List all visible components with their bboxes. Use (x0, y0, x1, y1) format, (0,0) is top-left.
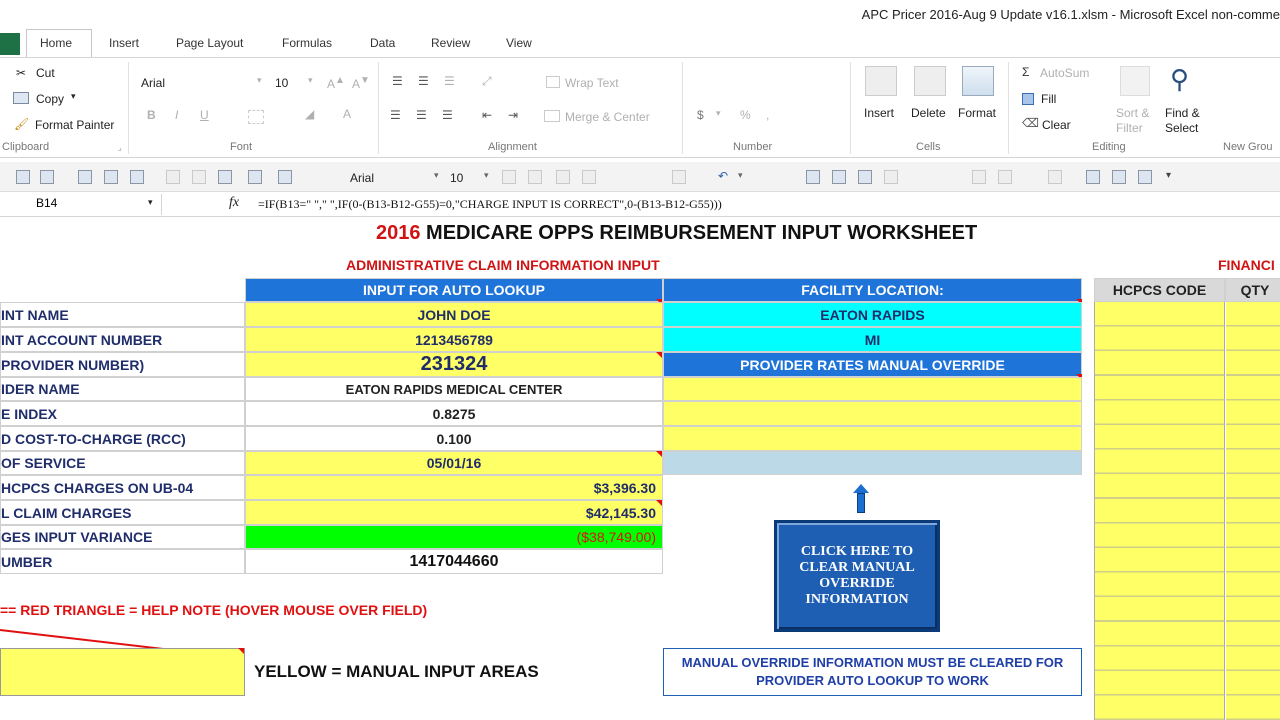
qat-align-left-icon[interactable] (806, 170, 820, 184)
help-note-triangle[interactable] (656, 500, 662, 506)
group-separator (850, 62, 851, 154)
clear-button[interactable]: Clear (1042, 118, 1071, 132)
number-group-label: Number (733, 141, 773, 153)
row-label-text: L CLAIM CHARGES (1, 504, 132, 521)
clipboard-group-label: Clipboard (2, 141, 50, 153)
hcpcs-code-header-text: HCPCS CODE (1112, 282, 1207, 298)
page-setup-icon[interactable] (104, 170, 118, 184)
qat-size-dropdown-icon[interactable]: ▾ (484, 170, 489, 180)
merge-center-icon (544, 110, 560, 122)
qat-font-select[interactable]: Arial (350, 171, 375, 185)
title-bar (0, 0, 1280, 30)
currency-dropdown-icon[interactable]: ▾ (716, 108, 721, 118)
date-of-service-cell[interactable] (245, 451, 663, 475)
shrink-font-icon[interactable]: A▼ (352, 75, 370, 91)
window-title: APC Pricer 2016-Aug 9 Update v16.1.xlsm - Microsoft Excel non-comme (861, 7, 1280, 22)
qat-size-select[interactable]: 10 (450, 171, 464, 185)
row-label-text: PROVIDER NUMBER) (1, 356, 145, 373)
font-name-select[interactable]: Arial (141, 76, 166, 90)
align-right-icon[interactable]: ☰ (442, 108, 453, 122)
format-painter-button[interactable]: Format Painter (35, 118, 115, 132)
override-note-text: MANUAL OVERRIDE INFORMATION MUST BE CLEARED FOR PROVIDER AUTO LOOKUP TO WORK (681, 655, 1064, 688)
facility-location-header[interactable] (663, 278, 1082, 302)
qat-grow-font-icon[interactable] (502, 170, 516, 184)
help-note-triangle[interactable] (238, 648, 244, 654)
help-note-triangle[interactable] (656, 451, 662, 457)
row-label-provider-name[interactable] (0, 377, 245, 401)
financial-section-header: FINANCI (1218, 257, 1275, 273)
scissors-icon: ✂ (16, 66, 27, 80)
cell-value: $3,396.30 (593, 479, 656, 496)
italic-button[interactable]: I (175, 108, 179, 122)
row-label-total-charges[interactable] (0, 500, 245, 525)
facility-city-cell[interactable] (663, 302, 1082, 327)
copy-dropdown-icon[interactable]: ▾ (71, 91, 76, 101)
provider-number-cell[interactable] (245, 352, 663, 377)
override-input-cell[interactable] (663, 377, 1082, 401)
cell-value: 0.8275 (432, 405, 476, 422)
qat-italic-icon[interactable] (582, 170, 596, 184)
close-workbook-icon[interactable] (40, 170, 54, 184)
row-label-text: IDER NAME (1, 381, 80, 397)
qat-font-dropdown-icon[interactable]: ▾ (434, 170, 439, 180)
qty-header[interactable] (1225, 278, 1280, 302)
up-arrow-icon (853, 484, 869, 493)
qat-redo-icon[interactable] (672, 170, 686, 184)
yellow-legend-text: YELLOW = MANUAL INPUT AREAS (254, 662, 539, 681)
input-lookup-header[interactable] (245, 278, 663, 302)
group-separator (378, 62, 379, 154)
qat-tool-icon[interactable] (1086, 170, 1100, 184)
name-box-value: B14 (36, 196, 58, 210)
row-label-npi[interactable] (0, 549, 245, 574)
currency-button[interactable]: $ (697, 108, 704, 122)
clear-override-button-label: CLICK HERE TO CLEAR MANUAL OVERRIDE INFORMATION (799, 544, 915, 607)
delete-cells-icon (914, 66, 946, 96)
row-label-text: INT ACCOUNT NUMBER (1, 331, 163, 348)
qty-column[interactable] (1226, 302, 1280, 720)
patient-name-cell[interactable] (245, 302, 663, 327)
qat-align-center-icon[interactable] (832, 170, 846, 184)
total-charges-cell[interactable] (245, 500, 663, 525)
print-preview-icon[interactable] (78, 170, 92, 184)
override-input-cell[interactable] (663, 401, 1082, 426)
delete-button[interactable]: Delete (911, 106, 946, 120)
cell-value: 0.100 (436, 430, 472, 447)
cell-value: 05/01/16 (426, 455, 482, 471)
qat-tool-icon[interactable] (972, 170, 986, 184)
insert-button[interactable]: Insert (864, 106, 895, 120)
sort-filter-icon (1120, 66, 1150, 96)
qat-tool-icon[interactable] (1112, 170, 1126, 184)
cut-qat-icon[interactable] (218, 170, 232, 184)
red-triangle-legend: == RED TRIANGLE = HELP NOTE (HOVER MOUSE OVER FIELD) (0, 602, 428, 618)
align-middle-icon[interactable]: ☰ (418, 74, 429, 88)
print-icon[interactable] (130, 170, 144, 184)
editing-group-label: Editing (1092, 141, 1126, 153)
row-label-patient-account[interactable] (0, 327, 245, 352)
wage-index-cell[interactable] (245, 401, 663, 426)
up-arrow-shaft (857, 493, 865, 513)
copy-qat-icon[interactable] (248, 170, 262, 184)
underline-button[interactable]: U (200, 108, 209, 122)
fill-color-icon[interactable]: ◢ (305, 107, 315, 121)
borders-icon[interactable] (248, 110, 264, 124)
row-label-provider-number[interactable] (0, 352, 245, 377)
input-lookup-header-text: INPUT FOR AUTO LOOKUP (363, 282, 545, 298)
rcc-cell[interactable] (245, 426, 663, 451)
row-label-charges-variance[interactable] (0, 525, 245, 549)
qat-tool-icon[interactable] (998, 170, 1012, 184)
customize-qat-icon[interactable]: ▾ (1166, 170, 1172, 181)
orientation-icon[interactable]: ⤢ (482, 74, 492, 88)
row-label-text: E INDEX (1, 405, 58, 422)
qat-justify-icon[interactable] (884, 170, 898, 184)
facility-state-cell[interactable] (663, 327, 1082, 352)
group-separator (128, 62, 129, 154)
row-label-text: GES INPUT VARIANCE (1, 529, 153, 545)
cut-button[interactable]: Cut (36, 66, 55, 80)
npi-cell[interactable] (245, 549, 663, 574)
override-note-box (663, 648, 1082, 696)
qat-shrink-font-icon[interactable] (528, 170, 542, 184)
format-button[interactable]: Format (958, 106, 997, 120)
hcpcs-charges-cell[interactable] (245, 475, 663, 500)
align-center-icon[interactable]: ☰ (416, 108, 427, 122)
charges-variance-cell[interactable] (245, 525, 663, 549)
hcpcs-code-column[interactable] (1094, 302, 1225, 720)
font-size-dropdown-icon[interactable]: ▾ (308, 75, 313, 85)
tab-page-layout[interactable]: Page Layout (176, 36, 244, 50)
format-cells-icon (962, 66, 994, 96)
font-color-icon[interactable]: A (343, 107, 352, 121)
tab-insert[interactable]: Insert (109, 36, 140, 50)
wrap-text-button[interactable]: Wrap Text (565, 76, 619, 90)
merge-center-button[interactable]: Merge & Center (565, 110, 650, 124)
override-date-cell[interactable] (663, 451, 1082, 475)
cell-value: MI (864, 331, 881, 348)
tab-review[interactable]: Review (431, 36, 471, 50)
name-box-dropdown-icon[interactable]: ▾ (148, 197, 153, 207)
group-separator (682, 62, 683, 154)
bold-button[interactable]: B (147, 108, 156, 122)
qat-align-right-icon[interactable] (858, 170, 872, 184)
font-group-label: Font (230, 141, 253, 153)
tab-view[interactable]: View (506, 36, 532, 50)
row-label-text: INT NAME (1, 306, 69, 323)
cell-value: 1417044660 (409, 552, 499, 570)
save-icon[interactable] (16, 170, 30, 184)
qat-tool-icon[interactable] (1138, 170, 1152, 184)
dialog-launcher-icon[interactable]: ⌟ (118, 143, 122, 152)
worksheet-title (376, 222, 977, 245)
insert-cells-icon (865, 66, 897, 96)
hcpcs-code-header[interactable] (1094, 278, 1225, 302)
cell-value: ($38,749.00) (576, 529, 656, 545)
override-header[interactable] (663, 352, 1082, 377)
patient-account-cell[interactable] (245, 327, 663, 352)
fill-icon (1022, 93, 1034, 105)
row-label-text: OF SERVICE (1, 455, 86, 471)
provider-name-cell[interactable] (245, 377, 663, 401)
cells-group-label: Cells (916, 141, 941, 153)
fill-button[interactable]: Fill (1041, 92, 1057, 106)
align-left-icon[interactable]: ☰ (390, 108, 401, 122)
comma-style-button[interactable]: , (766, 108, 770, 122)
qat-tool-icon[interactable] (1048, 170, 1062, 184)
decrease-indent-icon[interactable]: ⇤ (482, 108, 493, 122)
cell-value: 1213456789 (415, 331, 493, 348)
tab-data[interactable]: Data (370, 36, 396, 50)
row-label-hcpcs-charges[interactable] (0, 475, 245, 500)
qty-header-text: QTY (1240, 282, 1270, 298)
row-label-rcc[interactable] (0, 426, 245, 451)
binoculars-icon: ⚲ (1170, 64, 1190, 94)
wrap-text-icon (546, 76, 560, 88)
alignment-group-label: Alignment (488, 141, 537, 153)
tab-formulas[interactable]: Formulas (282, 36, 333, 50)
autosum-icon: Σ (1022, 65, 1030, 79)
table-icon[interactable] (166, 170, 180, 184)
format-painter-icon: 🖌 (14, 117, 30, 131)
new-group-label: New Grou (1223, 141, 1273, 153)
row-label-wage-index[interactable] (0, 401, 245, 426)
formula-input[interactable]: =IF(B13=" "," ",IF(0-(B13-B12-G55)=0,"CHARGE INPUT IS CORRECT",0-(B13-B12-G55))) (258, 197, 722, 211)
grow-font-icon[interactable]: A▲ (327, 75, 345, 91)
copy-button[interactable]: Copy (36, 92, 65, 106)
admin-section-header: ADMINISTRATIVE CLAIM INFORMATION INPUT (346, 257, 660, 273)
align-bottom-icon[interactable]: ☰ (444, 74, 455, 88)
row-label-date-of-service[interactable] (0, 451, 245, 475)
file-tab[interactable] (0, 33, 20, 55)
undo-icon[interactable]: ↶ (718, 169, 729, 183)
yellow-legend-swatch (0, 648, 245, 696)
percent-button[interactable]: % (740, 108, 751, 122)
align-top-icon[interactable]: ☰ (392, 74, 403, 88)
paste-qat-icon[interactable] (278, 170, 292, 184)
clear-override-button[interactable] (774, 520, 940, 632)
eraser-icon: ⌫ (1022, 116, 1039, 130)
facility-location-header-text: FACILITY LOCATION: (801, 282, 944, 298)
row-label-text: D COST-TO-CHARGE (RCC) (1, 430, 186, 447)
font-name-dropdown-icon[interactable]: ▾ (257, 75, 262, 85)
group-separator (1008, 62, 1009, 154)
override-input-cell[interactable] (663, 426, 1082, 451)
insert-function-icon[interactable]: fx (229, 195, 240, 210)
worksheet-title-year: 2016 (376, 222, 421, 244)
copy-icon (13, 92, 29, 104)
find-select-button[interactable]: Find & Select (1165, 106, 1200, 135)
worksheet-title-text: MEDICARE OPPS REIMBURSEMENT INPUT WORKSHEET (420, 222, 978, 244)
sort-filter-button[interactable]: Sort & Filter (1116, 106, 1150, 135)
tab-home[interactable]: Home (40, 36, 73, 50)
cell-value: EATON RAPIDS MEDICAL CENTER (345, 381, 563, 397)
font-size-select[interactable]: 10 (275, 76, 289, 90)
row-label-patient-name[interactable] (0, 302, 245, 327)
qat-bold-icon[interactable] (556, 170, 570, 184)
row-label-text: UMBER (1, 553, 53, 570)
cell-value: JOHN DOE (417, 306, 491, 323)
autosum-button[interactable]: AutoSum (1040, 66, 1090, 80)
cell-value: $42,145.30 (585, 504, 656, 521)
row-label-text: HCPCS CHARGES ON UB-04 (1, 479, 194, 496)
cell-value: EATON RAPIDS (820, 306, 925, 323)
undo-dropdown-icon[interactable]: ▾ (738, 170, 743, 180)
increase-indent-icon[interactable]: ⇥ (508, 108, 519, 122)
cell-value: 231324 (420, 353, 488, 375)
name-box[interactable] (0, 194, 162, 215)
chart-icon[interactable] (192, 170, 206, 184)
override-header-text: PROVIDER RATES MANUAL OVERRIDE (740, 356, 1005, 373)
help-note-triangle[interactable] (656, 352, 662, 358)
